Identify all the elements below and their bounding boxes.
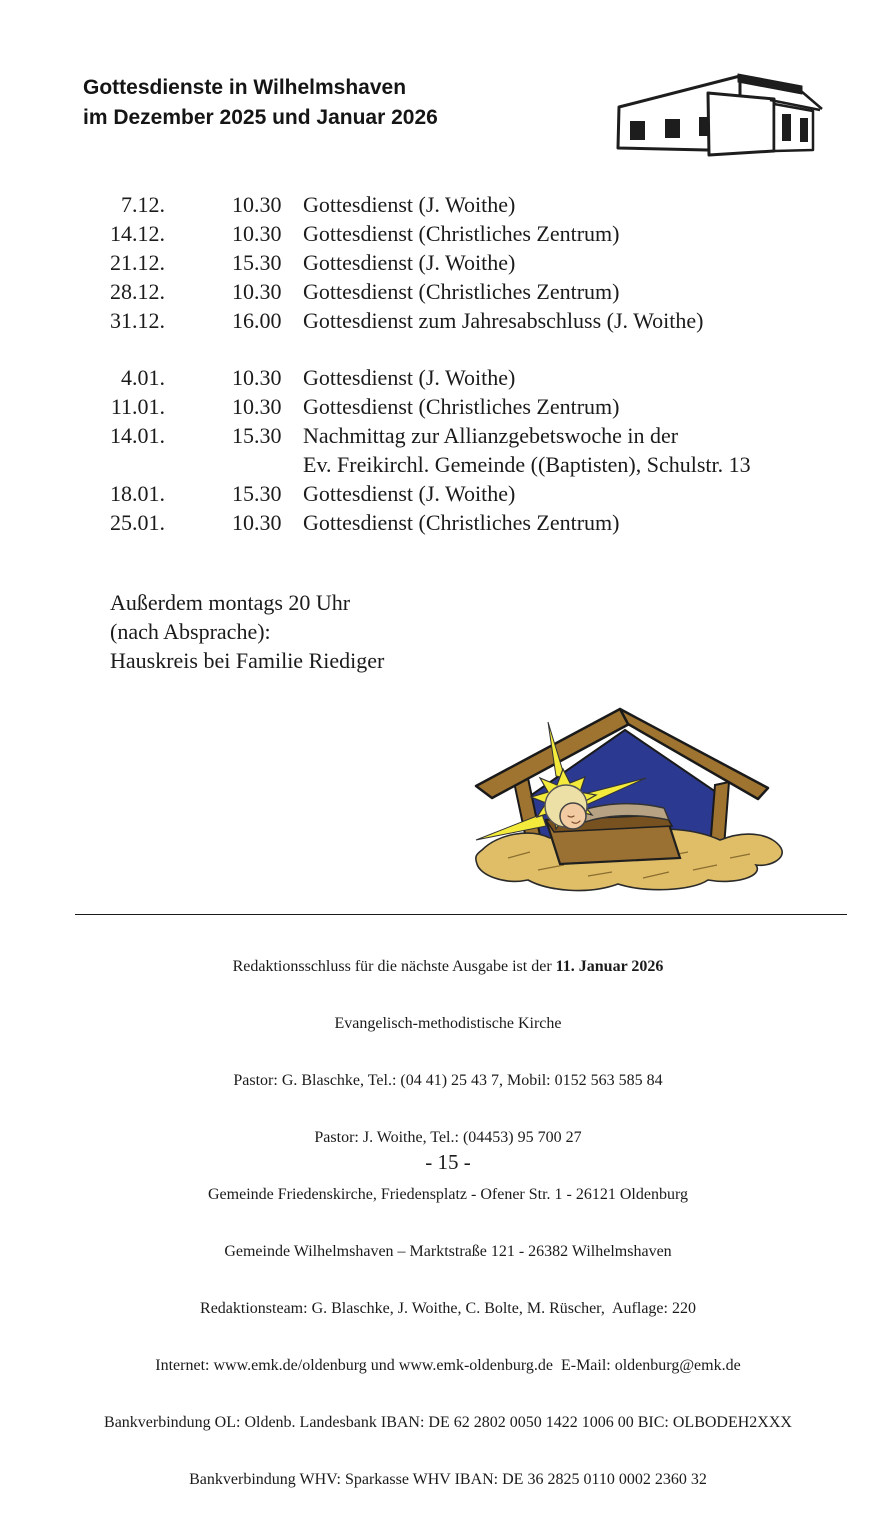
schedule-december bbox=[0, 190, 869, 335]
service-event: Ev. Freikirchl. Gemeinde ((Baptisten), Schulstr. 13 bbox=[303, 452, 751, 477]
service-time: 10.30 bbox=[232, 221, 282, 246]
service-time: 10.30 bbox=[232, 394, 282, 419]
service-event: Gottesdienst (Christliches Zentrum) bbox=[303, 221, 620, 246]
service-date: 11.01. bbox=[110, 394, 165, 419]
footer-imprint bbox=[28, 919, 868, 1527]
service-time: 10.30 bbox=[232, 192, 282, 217]
service-event: Gottesdienst (J. Woithe) bbox=[303, 365, 516, 390]
service-time: 16.00 bbox=[232, 308, 282, 333]
service-time: 15.30 bbox=[232, 250, 282, 275]
service-event: Gottesdienst zum Jahresabschluss (J. Woithe) bbox=[303, 308, 704, 333]
footer-line: Redaktionsteam: G. Blaschke, J. Woithe, C. Bolte, M. Rüscher, Auflage: 220 bbox=[200, 1300, 696, 1317]
extra-info-line3: Hauskreis bei Familie Riediger bbox=[110, 648, 385, 673]
schedule-row bbox=[0, 248, 869, 277]
footer-line: Gemeinde Wilhelmshaven – Marktstraße 121 - 26382 Wilhelmshaven bbox=[224, 1243, 672, 1260]
schedule-row bbox=[0, 508, 869, 537]
extra-info-line2: (nach Absprache): bbox=[110, 619, 271, 644]
footer-line: Internet: www.emk.de/oldenburg und www.emk-oldenburg.de E-Mail: oldenburg@emk.de bbox=[155, 1357, 741, 1374]
page-title-line2: im Dezember 2025 und Januar 2026 bbox=[83, 106, 438, 129]
schedule-row bbox=[0, 392, 869, 421]
church-building-illustration bbox=[612, 66, 854, 166]
schedule-row bbox=[0, 277, 869, 306]
service-date: 4.01. bbox=[121, 365, 165, 390]
footer-line: Pastor: J. Woithe, Tel.: (04453) 95 700 27 bbox=[314, 1129, 582, 1146]
service-date: 14.12. bbox=[110, 221, 165, 246]
service-event: Gottesdienst (Christliches Zentrum) bbox=[303, 510, 620, 535]
schedule-row bbox=[0, 219, 869, 248]
schedule-january bbox=[0, 363, 869, 537]
service-event: Nachmittag zur Allianzgebetswoche in der bbox=[303, 423, 679, 448]
service-date bbox=[0, 450, 165, 479]
footer-deadline-date: 11. Januar 2026 bbox=[555, 958, 664, 975]
service-date: 7.12. bbox=[121, 192, 165, 217]
service-date: 31.12. bbox=[110, 308, 165, 333]
service-date: 28.12. bbox=[110, 279, 165, 304]
footer-line: Evangelisch-methodistische Kirche bbox=[334, 1015, 562, 1032]
page-title bbox=[83, 73, 438, 133]
service-event: Gottesdienst (J. Woithe) bbox=[303, 192, 516, 217]
service-time: 15.30 bbox=[232, 423, 282, 448]
service-event: Gottesdienst (J. Woithe) bbox=[303, 481, 516, 506]
service-event: Gottesdienst (Christliches Zentrum) bbox=[303, 394, 620, 419]
page-number: - 15 - bbox=[425, 1150, 471, 1174]
schedule-row bbox=[0, 479, 869, 508]
service-time: 10.30 bbox=[232, 510, 282, 535]
schedule-row bbox=[0, 190, 869, 219]
footer-line: Bankverbindung WHV: Sparkasse WHV IBAN: DE 36 2825 0110 0002 2360 32 bbox=[189, 1471, 707, 1488]
nativity-manger-illustration bbox=[468, 698, 788, 898]
service-date: 14.01. bbox=[110, 423, 165, 448]
schedule-row-continuation bbox=[0, 450, 869, 479]
schedule-row bbox=[0, 363, 869, 392]
schedule-row bbox=[0, 306, 869, 335]
footer-deadline-prefix: Redaktionsschluss für die nächste Ausgabe ist der bbox=[232, 958, 556, 975]
service-date: 25.01. bbox=[110, 510, 165, 535]
footer-line: Gemeinde Friedenskirche, Friedensplatz - Ofener Str. 1 - 26121 Oldenburg bbox=[207, 1186, 689, 1203]
service-date: 18.01. bbox=[110, 481, 165, 506]
page-title-line1: Gottesdienste in Wilhelmshaven bbox=[83, 76, 407, 99]
extra-info-line1: Außerdem montags 20 Uhr bbox=[110, 590, 351, 615]
service-time: 10.30 bbox=[232, 279, 282, 304]
service-event: Gottesdienst (Christliches Zentrum) bbox=[303, 279, 620, 304]
footer-line: Bankverbindung OL: Oldenb. Landesbank IBAN: DE 62 2802 0050 1422 1006 00 BIC: OLBODEH2XXX bbox=[104, 1414, 792, 1431]
service-event: Gottesdienst (J. Woithe) bbox=[303, 250, 516, 275]
service-time bbox=[165, 450, 303, 479]
footer-divider bbox=[75, 914, 847, 915]
service-time: 10.30 bbox=[232, 365, 282, 390]
schedule-row bbox=[0, 421, 869, 450]
service-date: 21.12. bbox=[110, 250, 165, 275]
footer-line: Pastor: G. Blaschke, Tel.: (04 41) 25 43 7, Mobil: 0152 563 585 84 bbox=[233, 1072, 663, 1089]
footer-deadline-line bbox=[28, 957, 868, 976]
service-time: 15.30 bbox=[232, 481, 282, 506]
extra-info-block bbox=[110, 588, 384, 675]
